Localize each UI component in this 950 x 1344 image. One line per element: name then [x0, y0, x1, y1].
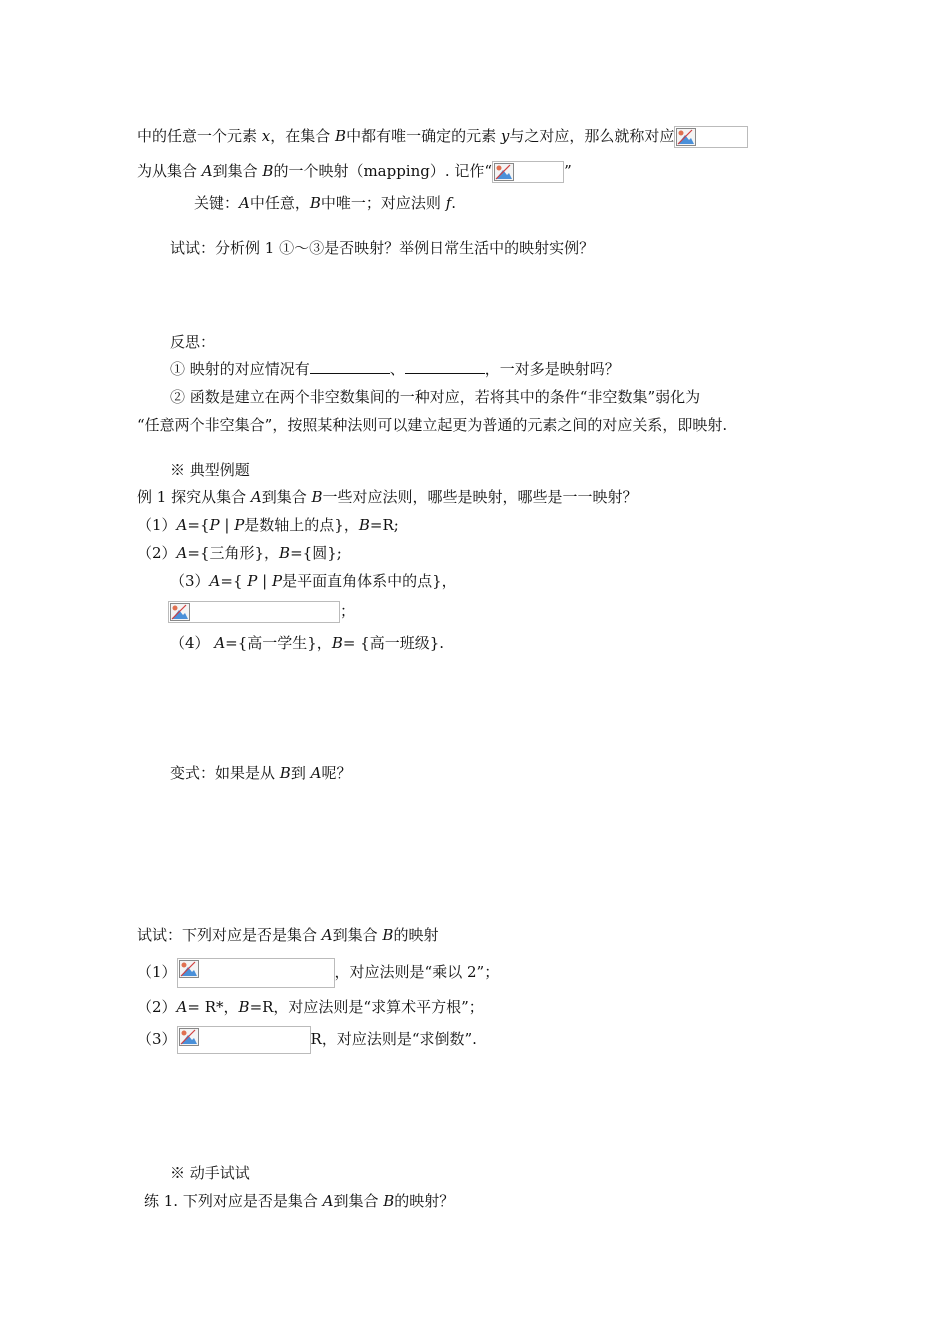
var: B: [238, 998, 250, 1016]
var: B: [358, 516, 370, 534]
var-A: A: [322, 1192, 334, 1210]
text: （1）: [137, 516, 177, 534]
key-points: [194, 193, 456, 213]
try-2-item-3: [137, 1025, 477, 1053]
var: A: [209, 572, 221, 590]
fill-blank: [405, 359, 485, 374]
var-y: y: [500, 127, 510, 145]
text: 例 1 探究从集合: [137, 488, 251, 506]
text: （2）: [137, 998, 177, 1016]
broken-image-icon: [492, 161, 564, 183]
text: ；: [340, 602, 356, 620]
example-1-item-4: [170, 633, 444, 653]
var-B: B: [335, 127, 347, 145]
var-B: B: [383, 1192, 395, 1210]
text: 中都有唯一确定的元素: [346, 127, 501, 145]
definition-line-2: [137, 161, 572, 181]
example-1-item-2: [137, 543, 342, 563]
var: P: [209, 516, 220, 534]
var: A: [214, 634, 226, 652]
var: A: [176, 516, 188, 534]
text: ={圆};: [290, 544, 342, 562]
text: ={高一学生}，: [225, 634, 332, 652]
text: （2）: [137, 544, 177, 562]
text: 到集合: [261, 488, 312, 506]
try-2-item-1: [137, 957, 499, 987]
reflection-title: 反思：: [170, 333, 216, 351]
reflection-line-2: ② 函数是建立在两个非空数集间的一种对应，若将其中的条件“非空数集”弱化为: [170, 388, 701, 406]
text: 的一个映射（mapping）. 记作“: [273, 162, 493, 180]
text: ① 映射的对应情况有: [170, 360, 310, 378]
text: （3）: [170, 572, 210, 590]
var-B: B: [279, 764, 291, 782]
section-heading-examples: ※ 典型例题: [170, 461, 250, 479]
text: ”: [564, 162, 572, 180]
practice-1: [144, 1191, 454, 1211]
var-A: A: [321, 926, 333, 944]
var-B: B: [382, 926, 394, 944]
text: |: [219, 516, 235, 534]
var: A: [176, 998, 188, 1016]
text: 是数轴上的点}，: [244, 516, 359, 534]
text: .: [451, 194, 457, 212]
section-heading-practice: ※ 动手试试: [170, 1164, 250, 1182]
example-1-title: [137, 487, 638, 507]
text: 到集合: [333, 1192, 384, 1210]
text: 一些对应法则，哪些是映射，哪些是一一映射？: [322, 488, 638, 506]
text: ，对应法则是“乘以 2”；: [334, 963, 500, 981]
text: 到集合: [212, 162, 263, 180]
text: 到: [290, 764, 311, 782]
try-2-item-2: [137, 997, 484, 1017]
text: ={三角形}，: [187, 544, 280, 562]
text: 练 1. 下列对应是否是集合: [144, 1192, 323, 1210]
var-f: f: [445, 194, 452, 212]
broken-image-icon: [177, 958, 335, 988]
text: （4）: [170, 634, 215, 652]
reflection-line-3: “任意两个非空集合”，按照某种法则可以建立起更为普通的元素之间的对应关系，即映射.: [137, 416, 728, 434]
fill-blank: [310, 359, 390, 374]
text: 与之对应，那么就称对应: [509, 127, 675, 145]
example-1-item-3: [170, 571, 457, 591]
text: =R，对应法则是“求算术平方根”；: [249, 998, 484, 1016]
var-A: A: [201, 162, 213, 180]
text: ，在集合: [270, 127, 336, 145]
text: 变式：如果是从: [170, 764, 280, 782]
text: 关键：: [194, 194, 240, 212]
text: 为从集合: [137, 162, 202, 180]
text: =R;: [369, 516, 399, 534]
var-B: B: [309, 194, 321, 212]
text: R，对应法则是“求倒数”.: [310, 1030, 477, 1048]
var-A: A: [310, 764, 322, 782]
text: 中唯一；对应法则: [320, 194, 446, 212]
text: 中任意，: [249, 194, 310, 212]
example-1-item-3-cont: [168, 601, 355, 625]
var-A: A: [250, 488, 262, 506]
var: B: [279, 544, 291, 562]
text: 、: [389, 360, 405, 378]
var-A: A: [239, 194, 250, 212]
text: |: [257, 572, 272, 590]
reflection-line-1: [170, 359, 620, 379]
try-question-2-title: [137, 925, 438, 945]
text: = R*，: [187, 998, 239, 1016]
broken-image-icon: [177, 1026, 311, 1054]
text: = {高一班级}.: [342, 634, 445, 652]
var: A: [176, 544, 188, 562]
var: P: [234, 516, 245, 534]
try-question-1: 试试：分析例 1 ①～③是否映射？举例日常生活中的映射实例？: [170, 239, 595, 257]
variant-question: [170, 763, 351, 783]
text: ={: [220, 572, 248, 590]
text: 是平面直角体系中的点}，: [282, 572, 457, 590]
text: （1）: [137, 963, 177, 981]
text: （3）: [137, 1030, 177, 1048]
var: P: [247, 572, 258, 590]
text: 试试：下列对应是否是集合: [137, 926, 322, 944]
var: P: [271, 572, 283, 590]
var-x: x: [261, 127, 271, 145]
text: ={: [187, 516, 210, 534]
broken-image-icon: [674, 126, 748, 148]
text: ，一对多是映射吗？: [484, 360, 620, 378]
text: 的映射: [393, 926, 439, 944]
definition-line-1: [137, 126, 748, 146]
broken-image-icon: [168, 601, 340, 623]
text: 到集合: [332, 926, 383, 944]
text: 的映射？: [394, 1192, 455, 1210]
var: B: [331, 634, 343, 652]
var-B: B: [262, 162, 274, 180]
text: 中的任意一个元素: [137, 127, 262, 145]
text: 呢？: [321, 764, 352, 782]
var-B: B: [311, 488, 323, 506]
example-1-item-1: [137, 515, 399, 535]
